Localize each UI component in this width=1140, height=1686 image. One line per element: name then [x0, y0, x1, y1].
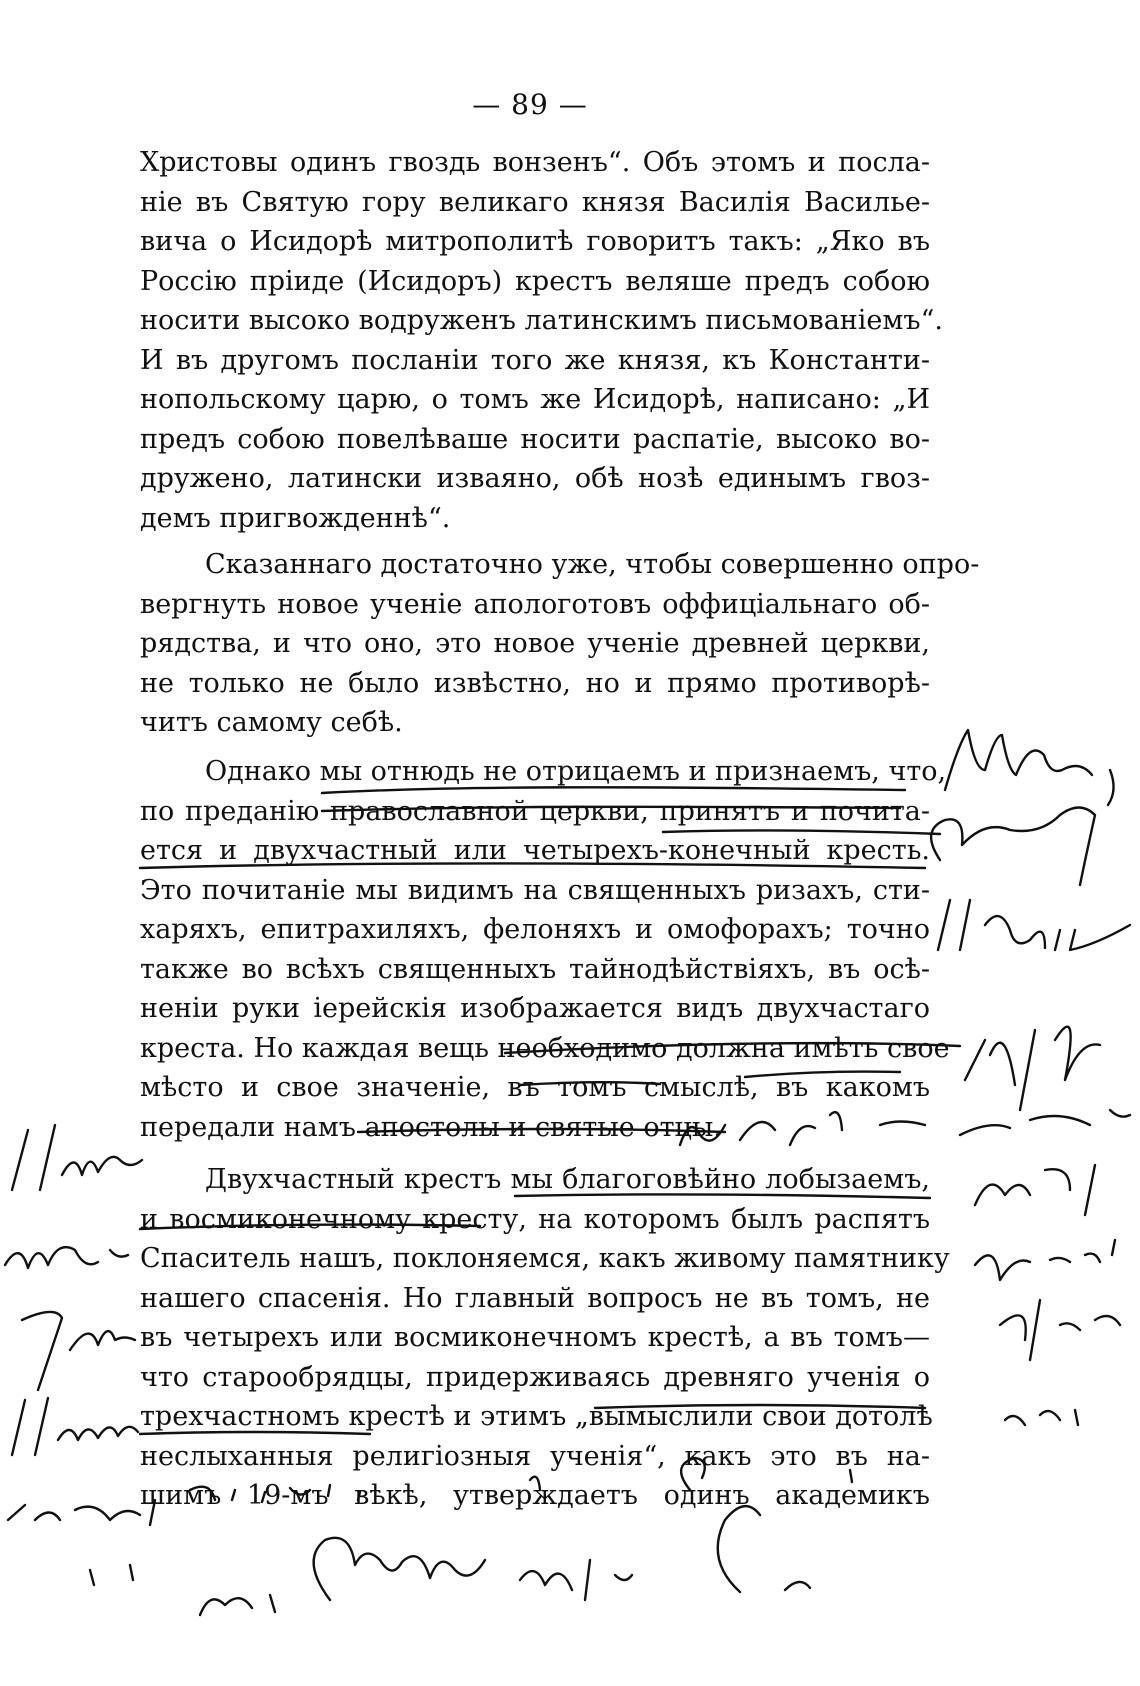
- margin-scribble: [975, 1165, 1095, 1215]
- text-line: предъ собою повелѣваше носити распатіе, высоко во-: [140, 423, 930, 455]
- paragraph-3: [140, 752, 950, 1147]
- text-line: демъ пригвожденнѣ“.: [140, 502, 451, 534]
- text-line: вергнуть новое ученіе апологотовъ оффиціальнаго об-: [140, 588, 930, 620]
- text-line: харяхъ, епитрахиляхъ, фелоняхъ и омофорахъ; точно: [140, 914, 930, 945]
- text-line: неслыханныя религіозныя ученія“, какъ это въ на-: [140, 1440, 930, 1472]
- margin-scribble: [965, 1027, 1100, 1110]
- text-line: что старообрядцы, придерживаясь древняго ученія о: [140, 1361, 930, 1393]
- margin-scribble: [1108, 770, 1114, 805]
- paragraph-2: [140, 545, 980, 743]
- text-line: Спаситель нашъ, поклоняемся, какъ живому памятнику: [140, 1243, 950, 1274]
- margin-scribble: [12, 1125, 142, 1190]
- text-line: Христовы одинъ гвоздь вонзенъ“. Объ этомъ и посла-: [140, 147, 930, 178]
- margin-scribble: [718, 1506, 760, 1592]
- text-line: Сказаннаго достаточно уже, чтобы совершенно опро-: [205, 549, 980, 580]
- text-line: передали намъ апостолы и святые отцы.: [140, 1111, 722, 1143]
- text-line: Россію пріиде (Исидоръ) крестъ веляше предъ собою: [140, 265, 930, 297]
- text-line: рядства, и что оно, это новое ученіе древней церкви,: [140, 628, 930, 659]
- text-line: нопольскому царю, о томъ же Исидорѣ, написано: „И: [140, 384, 930, 415]
- text-line: ется и двухчастный или четырехъ-конечный кресть.: [140, 835, 930, 866]
- margin-scribble: [90, 1565, 133, 1585]
- margin-scribble: [1000, 1300, 1120, 1360]
- text-line: не только не было извѣстно, но и прямо противорѣ-: [140, 667, 930, 699]
- margin-scribble: [615, 1575, 632, 1580]
- margin-scribble: [975, 1240, 1115, 1280]
- margin-scribble: [314, 1538, 485, 1600]
- text-line: и восмиконечному кресту, на которомъ былъ распятъ: [140, 1203, 930, 1235]
- margin-scribble: [945, 730, 1092, 790]
- text-line: И въ другомъ посланіи того же князя, къ Константи-: [140, 344, 930, 376]
- margin-scribble: [520, 1560, 590, 1600]
- text-line: неніи руки іерейскія изображается видъ двухчастаго: [140, 993, 930, 1024]
- margin-scribble: [12, 1398, 138, 1455]
- text-line: вича о Исидорѣ митрополитѣ говоритъ такъ: „Яко въ: [140, 226, 930, 257]
- text-line: по преданію православной церкви, принятъ и почита-: [140, 795, 930, 827]
- margin-scribble: [8, 1500, 155, 1525]
- page-number: — 89 —: [472, 88, 588, 121]
- text-line: читъ самому себѣ.: [140, 707, 403, 738]
- text-line: мѣсто и свое значеніе, въ томъ смыслѣ, въ какомъ: [140, 1072, 930, 1103]
- text-line: дружено, латински изваяно, обѣ нозѣ единымъ гвоз-: [140, 463, 930, 494]
- paragraph-1: [140, 143, 943, 538]
- margin-scribble: [22, 1312, 135, 1390]
- text-line: Двухчастный крестъ мы благоговѣйно лобызаемъ,: [205, 1164, 930, 1195]
- text-line: Это почитаніе мы видимъ на священныхъ ризахъ, сти-: [140, 874, 930, 906]
- text-line: носити высоко водруженъ латинскимъ письмованіемъ“.: [140, 305, 943, 336]
- text-line: въ четырехъ или восмиконечномъ крестѣ, а въ томъ—: [140, 1322, 930, 1353]
- text-line: трехчастномъ крестѣ и этимъ „вымыслили свои дотолѣ: [140, 1401, 933, 1432]
- margin-scribble: [1005, 1410, 1078, 1425]
- paragraph-4: [140, 1160, 950, 1516]
- text-line: нашего спасенія. Но главный вопросъ не въ томъ, не: [140, 1282, 930, 1314]
- text-line: креста. Но каждая вещь необходимо должна имѣть свое: [140, 1032, 950, 1064]
- text-line: также во всѣхъ священныхъ тайнодѣйствіяхъ, въ осѣ-: [140, 953, 930, 985]
- margin-scribble: [931, 808, 1095, 886]
- margin-scribble: [938, 900, 1130, 950]
- text-line: ніе въ Святую гору великаго князя Василія Василье-: [140, 186, 930, 218]
- margin-scribble: [200, 1595, 275, 1615]
- margin-scribble: [5, 1247, 128, 1268]
- text-line: Однако мы отнюдь не отрицаемъ и признаемъ, что,: [205, 756, 947, 787]
- margin-scribble: [785, 1582, 810, 1590]
- text-line: шимъ 19-мъ вѣкѣ, утверждаетъ одинъ академикъ: [140, 1480, 930, 1511]
